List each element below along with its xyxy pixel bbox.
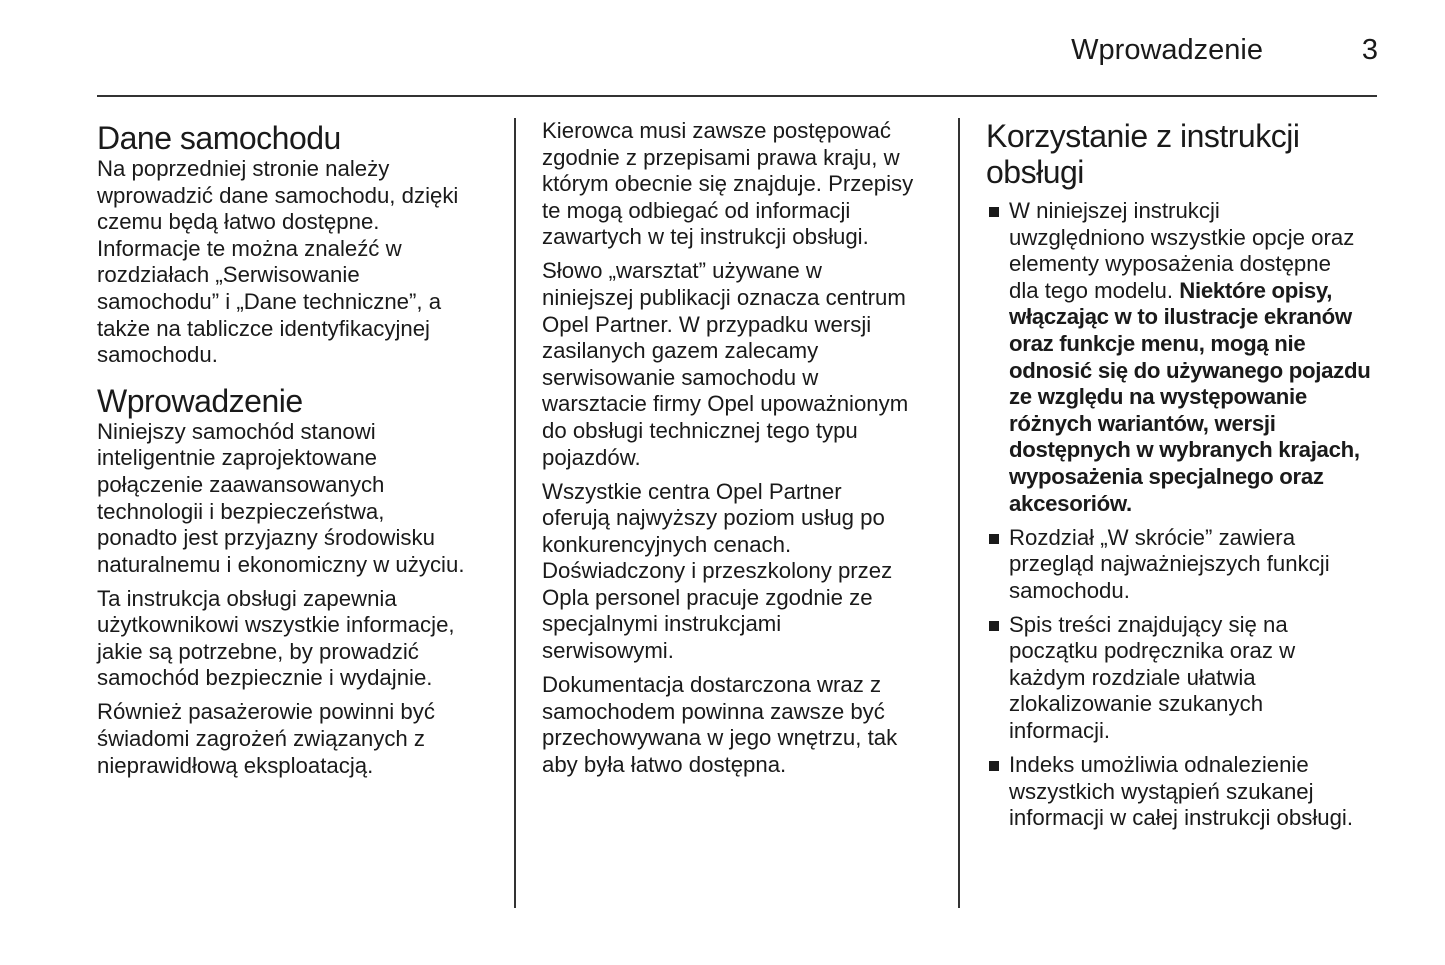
text-line: pojazdów.	[542, 444, 641, 470]
bullet-square-icon	[989, 761, 999, 771]
column-3	[986, 118, 1370, 839]
bullet-text	[1009, 198, 1370, 278]
text-line: przegląd najważniejszych funkcji	[1009, 551, 1330, 577]
text-line: Słowo „warsztat” używane w	[542, 258, 822, 284]
text-line: informacji.	[1009, 718, 1111, 744]
text-line: specjalnymi instrukcjami	[542, 611, 782, 637]
paragraph	[542, 479, 913, 665]
bullet-square-icon	[989, 207, 999, 217]
text-line: niniejszej publikacji oznacza centrum	[542, 284, 906, 310]
text-line: oferują najwyższy poziom usług po	[542, 505, 885, 531]
text-line: użytkownikowi wszystkie informacje,	[97, 612, 455, 638]
text-line: Spis treści znajdujący się na	[1009, 611, 1288, 637]
text-line: Ta instrukcja obsługi zapewnia	[97, 585, 397, 611]
text-line: odnosić się do używanego pojazdu	[1009, 357, 1371, 383]
text-line: zawartych w tej instrukcji obsługi.	[542, 224, 869, 250]
text-line: informacji w całej instrukcji obsługi.	[1009, 805, 1354, 831]
text-line: nieprawidłową eksploatacją.	[97, 752, 374, 778]
text-line: oraz funkcje menu, mogą nie	[1009, 330, 1306, 356]
paragraph	[97, 419, 465, 579]
paragraph	[542, 672, 913, 778]
text-line: którym obecnie się znajduje. Przepisy	[542, 171, 914, 197]
bullet-item	[986, 752, 1370, 832]
text-line: Również pasażerowie powinni być	[97, 699, 435, 725]
text-line: te mogą odbiegać od informacji	[542, 197, 851, 223]
bullet-text	[1009, 525, 1370, 605]
text-line: ze względu na występowanie	[1009, 384, 1307, 410]
text-line: każdym rozdziale ułatwia	[1009, 664, 1256, 690]
text-line: zasilanych gazem zalecamy	[542, 338, 819, 364]
text-line: elementy wyposażenia dostępne	[1009, 251, 1331, 277]
paragraph	[542, 258, 913, 471]
text-line: wszystkich wystąpień szukanej	[1009, 778, 1314, 804]
paragraph	[542, 118, 913, 251]
column-2	[542, 118, 913, 786]
text-line: wprowadzić dane samochodu, dzięki	[97, 182, 459, 208]
text-line: samochodu.	[1009, 577, 1130, 603]
text-line: Na poprzedniej stronie należy	[97, 156, 390, 181]
text-line: samochodu” i „Dane techniczne”, a	[97, 288, 442, 314]
paragraph	[97, 699, 465, 779]
text-line: włączając w to ilustracje ekranów	[1009, 304, 1352, 330]
text-line: przechowywana w jego wnętrzu, tak	[542, 725, 898, 751]
text-line: połączenie zaawansowanych	[97, 471, 385, 497]
text-line: warsztacie firmy Opel upoważnionym	[542, 391, 909, 417]
paragraph	[97, 156, 465, 369]
text-line: uwzględniono wszystkie opcje oraz	[1009, 224, 1355, 250]
text-line: zgodnie z przepisami prawa kraju, w	[542, 144, 900, 170]
text-line: jakie są potrzebne, by prowadzić	[97, 638, 419, 664]
text-line: W niniejszej instrukcji	[1009, 198, 1220, 223]
bullet-text	[1009, 612, 1370, 745]
text-line: zlokalizowanie szukanych	[1009, 691, 1264, 717]
text-line: różnych wariantów, wersji	[1009, 410, 1276, 436]
text-line: Korzystanie z instrukcji	[986, 118, 1300, 154]
bullet-item	[986, 198, 1370, 517]
running-header-title: Wprowadzenie	[1071, 34, 1263, 66]
text-line: dostępnych w wybranych krajach,	[1009, 437, 1360, 463]
bullet-square-icon	[989, 534, 999, 544]
text-line: Wszystkie centra Opel Partner	[542, 478, 842, 504]
text-line: do obsługi technicznej tego typu	[542, 417, 858, 443]
heading-korzystanie	[986, 118, 1370, 190]
bold-note: Niektóre opisy,	[1179, 277, 1333, 303]
text-line: Dokumentacja dostarczona wraz z	[542, 672, 882, 698]
text-line: ponadto jest przyjazny środowisku	[97, 525, 435, 551]
text-line: Rozdział „W skrócie” zawiera	[1009, 524, 1296, 550]
text-line: serwisowanie samochodu w	[542, 364, 819, 390]
text-line: naturalnemu i ekonomiczny w użyciu.	[97, 551, 465, 577]
text-line: konkurencyjnych cenach.	[542, 531, 792, 557]
text-line: wyposażenia specjalnego oraz	[1009, 463, 1324, 489]
text-line: także na tabliczce identyfikacyjnej	[97, 315, 430, 341]
bullet-text	[1009, 752, 1370, 832]
text-line: Informacje te można znaleźć w	[97, 235, 402, 261]
column-divider	[958, 118, 960, 908]
heading-dane-samochodu: Dane samochodu	[97, 120, 341, 156]
column-1	[97, 118, 465, 787]
heading-wprowadzenie: Wprowadzenie	[97, 382, 303, 419]
bullet-square-icon	[989, 621, 999, 631]
text-line: samochodu.	[97, 342, 218, 368]
text-line: technologii i bezpieczeństwa,	[97, 498, 385, 524]
bold-note	[1009, 304, 1370, 517]
text-line: rozdziałach „Serwisowanie	[97, 262, 360, 288]
header-rule	[97, 95, 1377, 97]
text-line: Opla personel pracuje zgodnie ze	[542, 584, 873, 610]
text-line: akcesoriów.	[1009, 490, 1132, 516]
text-line: serwisowymi.	[542, 638, 674, 664]
column-divider	[514, 118, 516, 908]
text-line: Doświadczony i przeszkolony przez	[542, 558, 893, 584]
text-line: inteligentnie zaprojektowane	[97, 445, 377, 471]
bullet-item	[986, 525, 1370, 605]
text-line: świadomi zagrożeń związanych z	[97, 726, 426, 752]
bullet-item	[986, 612, 1370, 745]
text-line: aby była łatwo dostępna.	[542, 751, 787, 777]
page-number: 3	[1361, 34, 1378, 66]
text-line: czemu będą łatwo dostępne.	[97, 209, 380, 235]
text-line: początku podręcznika oraz w	[1009, 638, 1296, 664]
text-line: Kierowca musi zawsze postępować	[542, 118, 891, 143]
paragraph	[97, 586, 465, 692]
text-line: Niniejszy samochód stanowi	[97, 418, 376, 444]
text-line: obsługi	[986, 154, 1084, 190]
bullet-text: dla tego modelu.	[1009, 277, 1180, 303]
text-line: samochód bezpiecznie i wydajnie.	[97, 665, 433, 691]
text-line: Opel Partner. W przypadku wersji	[542, 311, 872, 337]
text-line: Indeks umożliwia odnalezienie	[1009, 752, 1309, 778]
text-line: samochodem powinna zawsze być	[542, 698, 885, 724]
